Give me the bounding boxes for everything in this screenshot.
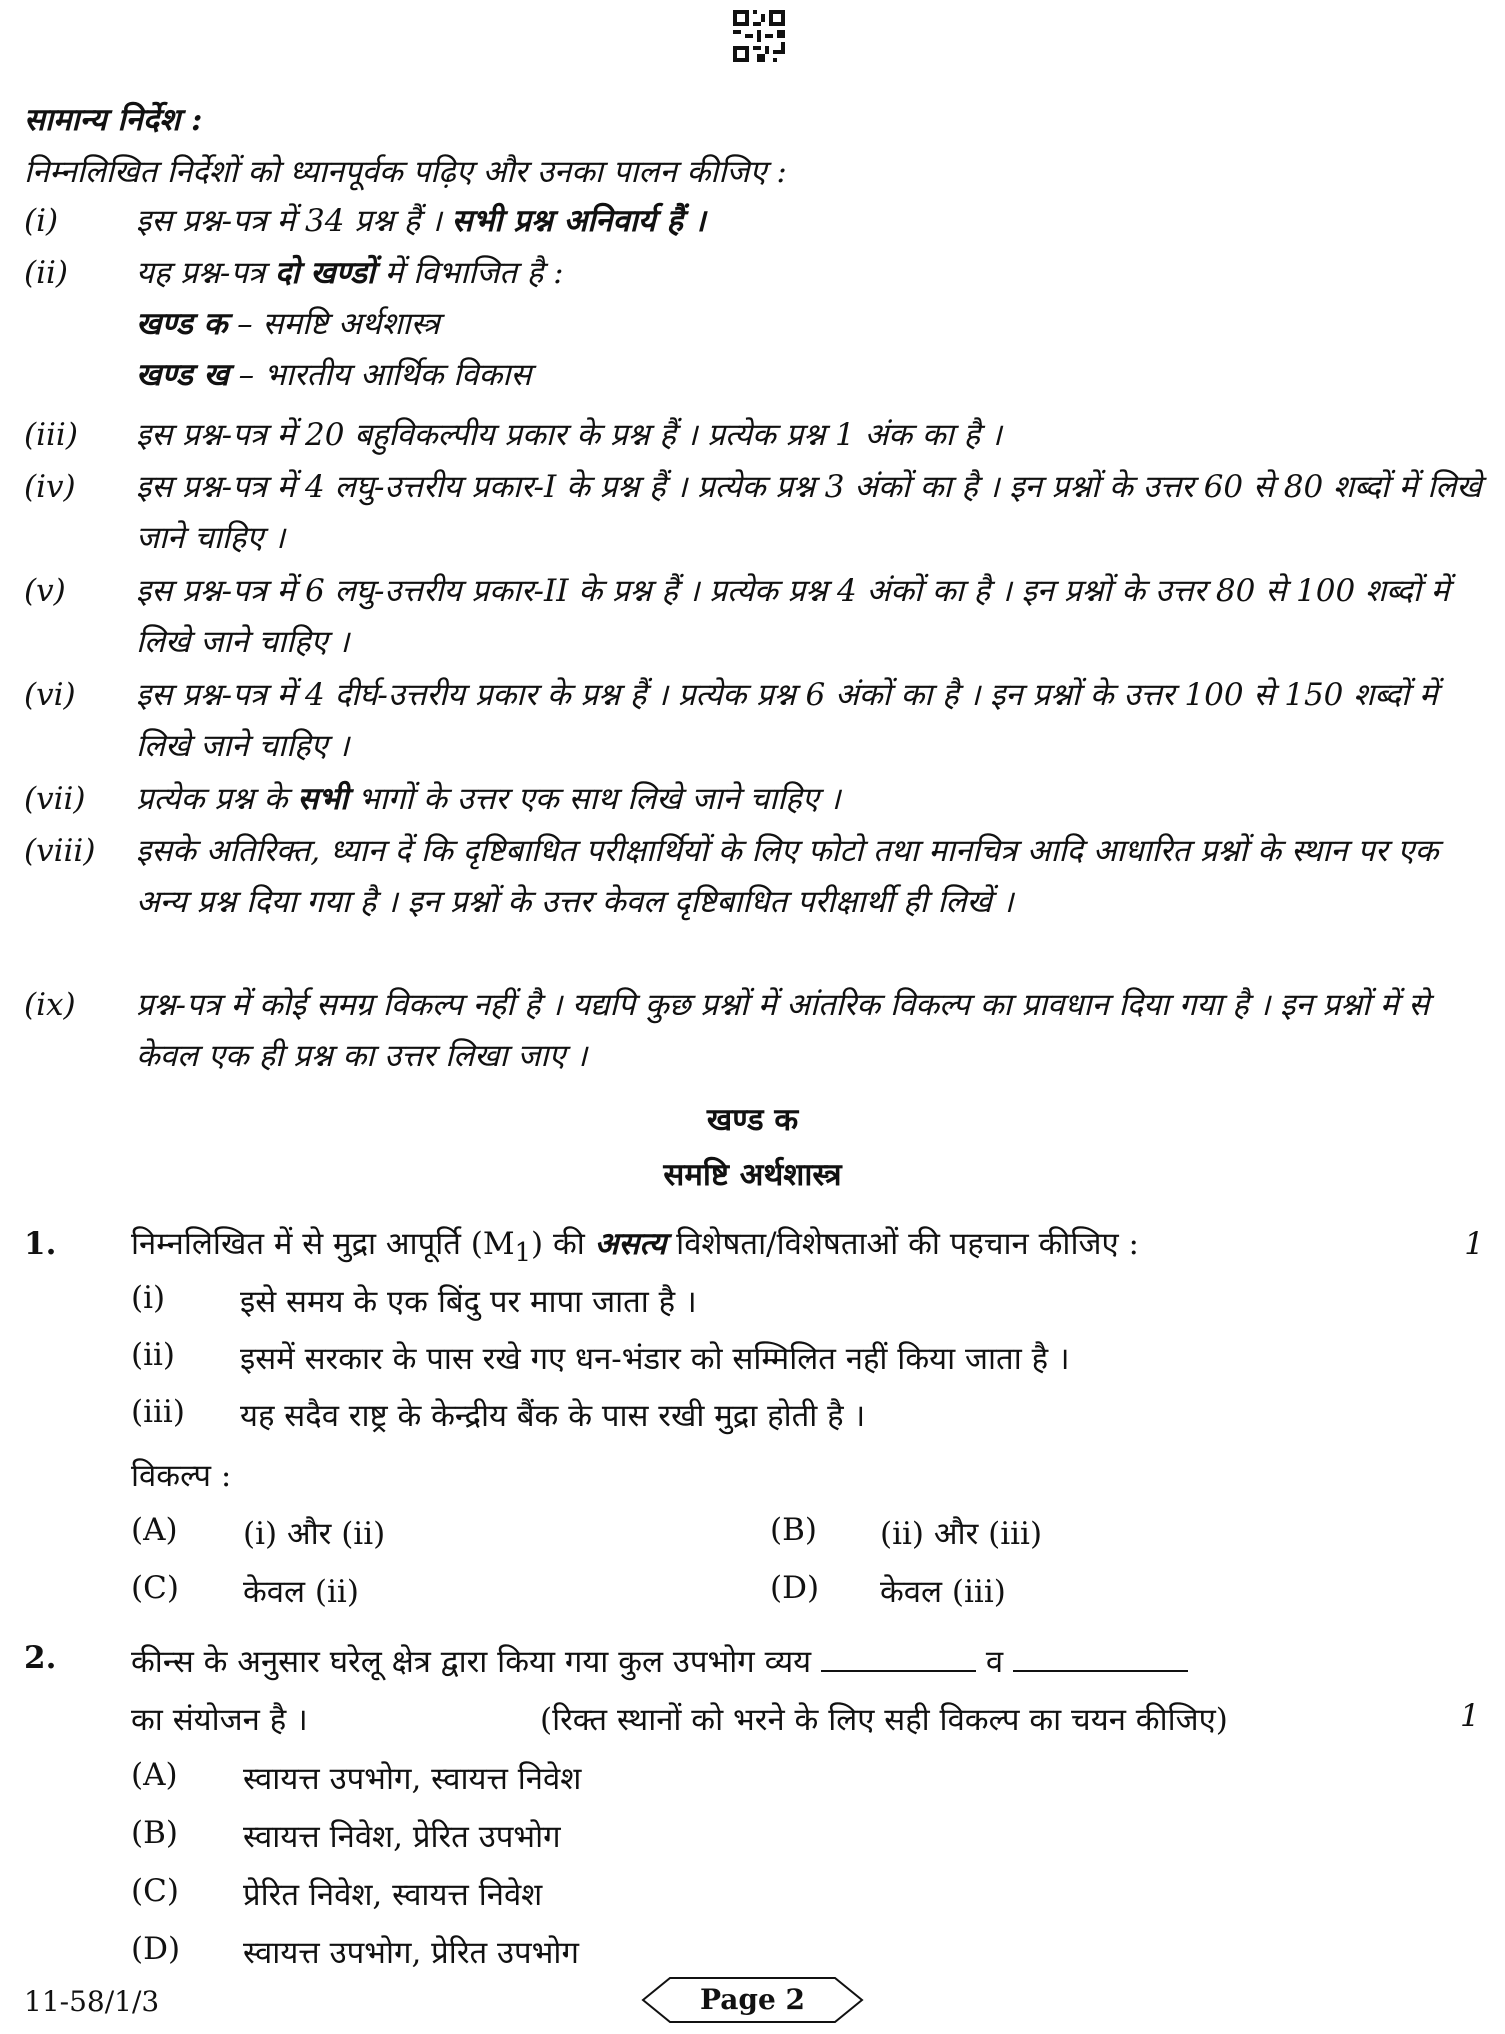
options-label: विकल्प :: [131, 1458, 232, 1494]
option-label: (C): [131, 1570, 179, 1606]
instruction-item: (ix) प्रश्न-पत्र में कोई समग्र विकल्प नहीं है । यद्यपि कुछ प्रश्नों में आंतरिक विकल्प का प्रावधान दिया गया है । इन प्रश्नों में से केवल एक ही प्रश्न का उत्तर लिखा जाए ।: [24, 980, 1484, 1082]
instruction-number: (viii): [24, 833, 96, 869]
instruction-item: (v) इस प्रश्न-पत्र में 6 लघु-उत्तरीय प्रकार-II के प्रश्न हैं । प्रत्येक प्रश्न 4 अंकों का है । इन प्रश्नों के उत्तर 80 से 100 शब्दों में लिखे जाने चाहिए ।: [24, 566, 1484, 668]
question-text-line2: का संयोजन है ।: [131, 1702, 308, 1738]
question-text: निम्नलिखित में से मुद्रा आपूर्ति $(M_1)$ की असत्य विशेषता/विशेषताओं की पहचान कीजिए :: [131, 1226, 1139, 1269]
question-hint: (रिक्त स्थानों को भरने के लिए सही विकल्प का चयन कीजिए): [540, 1702, 1228, 1738]
instruction-number: (v): [24, 573, 66, 609]
instruction-number: (vi): [24, 677, 76, 713]
question-1: [24, 1218, 1484, 1279]
general-instructions-intro: निम्नलिखित निर्देशों को ध्यानपूर्वक पढ़िए और उनका पालन कीजिए :: [24, 154, 787, 190]
question-number: 2.: [24, 1640, 57, 1676]
instruction-item: (ii) यह प्रश्न-पत्र दो खण्डों में विभाजित है : खण्ड क – समष्टि अर्थशास्त्र खण्ड ख – भारतीय आर्थिक विकास: [24, 248, 1484, 401]
instruction-number: (iv): [24, 469, 76, 505]
option-text: (ii) और (iii): [880, 1516, 1043, 1552]
option-text: केवल (iii): [880, 1574, 1006, 1610]
option-label: (B): [131, 1815, 178, 1851]
option-label: (C): [131, 1873, 179, 1909]
instruction-item: (viii) इसके अतिरिक्त, ध्यान दें कि दृष्टिबाधित परीक्षार्थियों के लिए फोटो तथा मानचित्र आदि आधारित प्रश्नों के स्थान पर एक अन्य प्रश्न दिया गया है । इन प्रश्नों के उत्तर केवल दृष्टिबाधित परीक्षार्थी ही लिखें ।: [24, 826, 1484, 928]
general-instructions-heading: सामान्य निर्देश :: [24, 102, 203, 138]
statement-item: (ii): [131, 1337, 176, 1373]
page-number: Page 2: [699, 1983, 806, 2016]
option-label: (A): [131, 1512, 178, 1548]
instruction-item: (vi) इस प्रश्न-पत्र में 4 दीर्घ-उत्तरीय प्रकार के प्रश्न हैं । प्रत्येक प्रश्न 6 अंकों का है । इन प्रश्नों के उत्तर 100 से 150 शब्दों में लिखे जाने चाहिए ।: [24, 670, 1484, 772]
question-text: कीन्स के अनुसार घरेलू क्षेत्र द्वारा किया गया कुल उपभोग व्यय व: [131, 1640, 1188, 1682]
paper-code: 11-58/1/3: [24, 1985, 160, 2018]
instruction-item: (iii) इस प्रश्न-पत्र में 20 बहुविकल्पीय प्रकार के प्रश्न हैं । प्रत्येक प्रश्न 1 अंक का है ।: [24, 410, 1484, 461]
instruction-item: (iv) इस प्रश्न-पत्र में 4 लघु-उत्तरीय प्रकार-I के प्रश्न हैं । प्रत्येक प्रश्न 3 अंकों का है । इन प्रश्नों के उत्तर 60 से 80 शब्दों में लिखे जाने चाहिए ।: [24, 462, 1484, 564]
instruction-number: (ii): [24, 255, 69, 291]
instruction-number: (ix): [24, 987, 76, 1023]
option-label: (D): [131, 1931, 181, 1967]
instruction-number: (i): [24, 203, 59, 239]
option-label: (B): [770, 1512, 817, 1548]
statement-text: यह सदैव राष्ट्र के केन्द्रीय बैंक के पास रखी मुद्रा होती है ।: [240, 1398, 866, 1434]
section-a-line: खण्ड क – समष्टि अर्थशास्त्र: [136, 306, 440, 342]
option-text: (i) और (ii): [243, 1516, 386, 1552]
statement-item: (iii): [131, 1394, 185, 1430]
option-label: (D): [770, 1570, 820, 1606]
fill-blank: [821, 1644, 976, 1672]
option-text: स्वायत्त उपभोग, प्रेरित उपभोग: [243, 1935, 579, 1971]
instruction-item: (i) इस प्रश्न-पत्र में 34 प्रश्न हैं । सभी प्रश्न अनिवार्य हैं ।: [24, 196, 1484, 247]
statement-text: इसमें सरकार के पास रखे गए धन-भंडार को सम्मिलित नहीं किया जाता है ।: [240, 1341, 1070, 1377]
section-a-subtitle: समष्टि अर्थशास्त्र: [663, 1157, 842, 1193]
statement-item: (i): [131, 1280, 166, 1316]
question-marks: 1: [1460, 1698, 1480, 1734]
section-b-line: खण्ड ख – भारतीय आर्थिक विकास: [136, 357, 532, 393]
section-a-title: खण्ड क: [706, 1102, 799, 1138]
instruction-number: (vii): [24, 781, 86, 817]
instruction-number: (iii): [24, 417, 78, 453]
option-text: स्वायत्त उपभोग, स्वायत्त निवेश: [243, 1761, 582, 1797]
option-label: (A): [131, 1757, 178, 1793]
qr-code-icon: [733, 10, 785, 62]
statement-text: इसे समय के एक बिंदु पर मापा जाता है ।: [240, 1284, 697, 1320]
option-text: स्वायत्त निवेश, प्रेरित उपभोग: [243, 1819, 561, 1855]
option-text: केवल (ii): [243, 1574, 359, 1610]
fill-blank: [1013, 1644, 1188, 1672]
question-number: 1.: [24, 1226, 57, 1262]
option-text: प्रेरित निवेश, स्वायत्त निवेश: [243, 1877, 543, 1913]
instruction-item: (vii) प्रत्येक प्रश्न के सभी भागों के उत्तर एक साथ लिखे जाने चाहिए ।: [24, 774, 1484, 825]
question-marks: 1: [1464, 1226, 1484, 1262]
